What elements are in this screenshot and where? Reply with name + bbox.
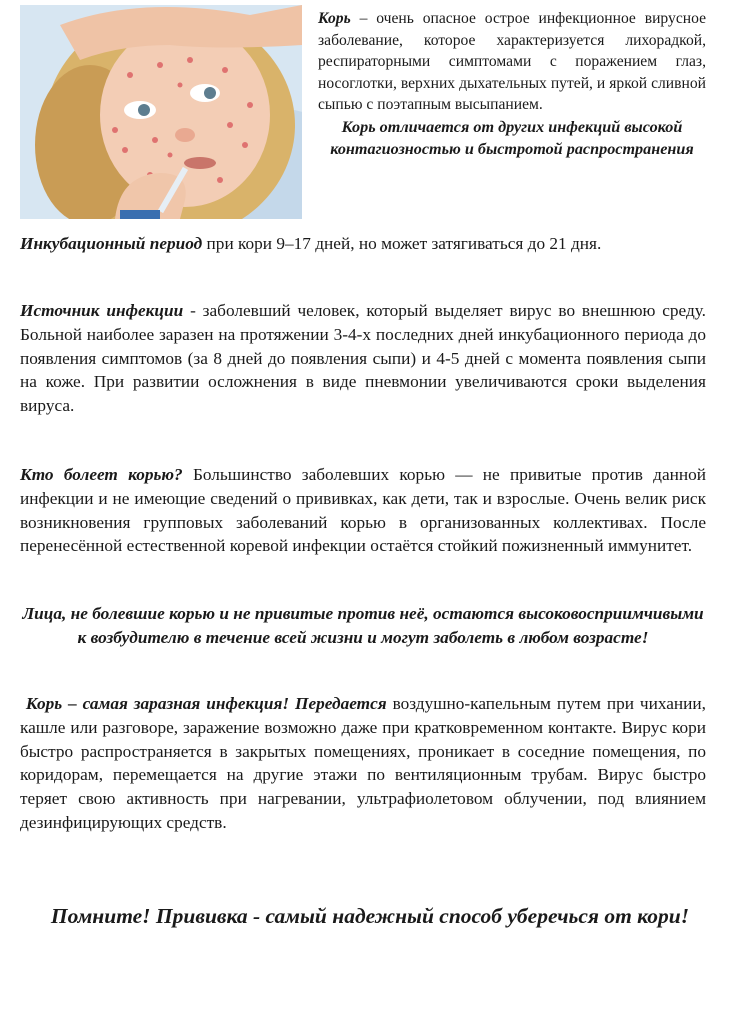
intro-emphasis: Корь отличается от других инфекций высокой контагиозностью и быстротой распространения [330,117,694,159]
source-text: - заболевший человек, который выделяет вирус во внешнюю среду. Больной наиболее заразен на протяжении 3-4-х последних дней инкубационного периода до появления симптомов (за 8 дней до появления сыпи) и 4-5 дней с момента появления сыпи на коже. При развитии осложнения в виде пневмонии увеличиваются сроки выделения вируса. [20,301,706,416]
incubation-term: Инкубационный период [20,234,203,253]
child-with-measles-photo [20,5,302,219]
final-reminder: Помните! Прививка - самый надежный способ уберечься от кори! [50,904,690,928]
child-illustration [20,5,302,219]
intro-term: Корь [318,10,351,27]
transmission-text: воздушно-капельным путем при чихании, кашле или разговоре, заражение возможно даже при кратковременном контакте. Вирус кори быстро распространяется в закрытых помещениях, проникает в соседние помещения, по коридорам, перемещается на другие этажи по вентиляционным трубам. Вирус быстро теряет свою активность при нагревании, ультрафиолетовом облучении, под влиянием дезинфицирующих средств. [20,694,706,832]
who-section [20,463,706,558]
incubation-section [20,232,706,256]
transmission-term: Корь – самая заразная инфекция! Передается [25,694,387,713]
source-term: Источник инфекции [20,301,184,320]
incubation-text: при кори 9–17 дней, но может затягиваться до 21 дня. [202,234,602,253]
intro-text: – очень опасное острое инфекционное вирусное заболевание, которое характеризуется лихорадкой, респираторными симптомами с поражением глаз, носоглотки, верхних дыхательных путей, и яркой сливной сыпью с поэтапным высыпанием. [318,10,706,114]
warning-text: Лица, не болевшие корью и не привитые против неё, остаются высоковосприимчивыми к возбудителю в течение всей жизни и могут заболеть в любом возрасте! [22,604,704,647]
who-text: Большинство заболевших корью — не привитые против данной инфекции и не имеющие сведений о прививках, как дети, так и взрослые. Очень велик риск возникновения групповых заболеваний корью в организованных коллективах. После перенесённой естественной коревой инфекции остаётся стойкий пожизненный иммунитет. [20,465,707,556]
who-term: Кто болеет корью? [20,465,183,484]
intro-paragraph [318,8,706,116]
transmission-section [20,692,706,835]
source-section [20,299,706,418]
intro-block [318,8,706,161]
